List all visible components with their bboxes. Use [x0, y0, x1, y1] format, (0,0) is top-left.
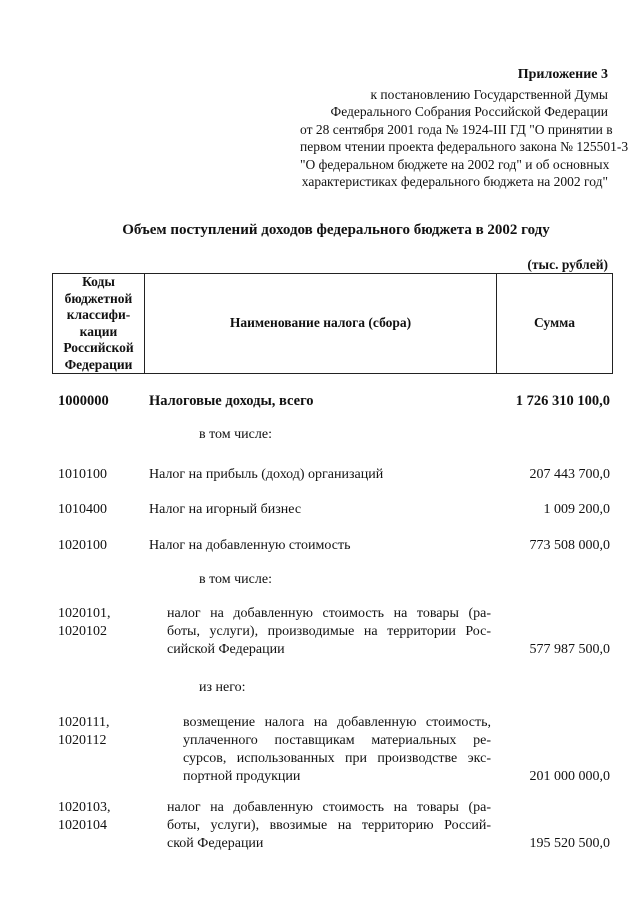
appendix-line: первом чтении проекта федерального закона № 125501-3 [300, 139, 629, 154]
appendix-heading: Приложение 3 [517, 67, 608, 82]
row-code: 1020111, 1020112 [58, 715, 110, 748]
header-name: Наименование налога (сбора) [145, 274, 497, 374]
row-name: Налог на добавленную стоимость [149, 538, 351, 553]
row-name: Налог на игорный бизнес [149, 502, 302, 517]
appendix-block [300, 66, 629, 191]
row-amount: 201 000 000,0 [529, 769, 610, 784]
header-codes: Коды бюджетной классифи- кации Российской Федерации [53, 274, 145, 374]
row-code: 1010400 [58, 502, 107, 517]
row-amount: 195 520 500,0 [529, 836, 610, 851]
header-amount: Сумма [497, 274, 613, 374]
row-name: Налог на прибыль (доход) организаций [149, 467, 384, 482]
row-amount: 1 726 310 100,0 [515, 393, 610, 409]
row-code: 1000000 [58, 393, 109, 409]
units-label: (тыс. рублей) [527, 257, 608, 272]
row-amount: 207 443 700,0 [529, 467, 610, 482]
appendix-line: характеристиках федерального бюджета на 2002 год" [301, 174, 608, 189]
document-title: Объем поступлений доходов федерального бюджета в 2002 году [122, 222, 550, 238]
row-name: налог на добавленную стоимость на товары (ра- боты, услуги), производимые на территории Рос- сийской Федерации [167, 606, 491, 657]
row-name: Налоговые доходы, всего [149, 393, 314, 409]
appendix-line: к постановлению Государственной Думы [370, 86, 608, 102]
appendix-line: Федерального Собрания Российской Федерации [330, 104, 608, 119]
row-code: 1020100 [58, 538, 107, 553]
row-code: 1020101, 1020102 [58, 606, 111, 639]
row-name: налог на добавленную стоимость на товары (ра- боты, услуги), ввозимые на территорию Россий- ской Федерации [167, 800, 491, 851]
row-amount: 1 009 200,0 [543, 502, 610, 517]
row-code: 1010100 [58, 467, 107, 482]
row-name: в том числе: [199, 427, 272, 442]
row-code: 1020103, 1020104 [58, 800, 111, 833]
row-amount: 773 508 000,0 [529, 538, 610, 553]
appendix-line: от 28 сентября 2001 года № 1924-III ГД "О принятии в [300, 121, 613, 137]
row-name: возмещение налога на добавленную стоимость, уплаченного поставщикам материальных ре- сурсов, использованных при производстве экс- портной продукции [183, 715, 491, 784]
appendix-line: "О федеральном бюджете на 2002 год" и об основных [300, 156, 610, 172]
row-name: в том числе: [199, 572, 272, 587]
table-header [52, 273, 613, 374]
row-name: из него: [199, 680, 246, 695]
row-amount: 577 987 500,0 [529, 642, 610, 657]
